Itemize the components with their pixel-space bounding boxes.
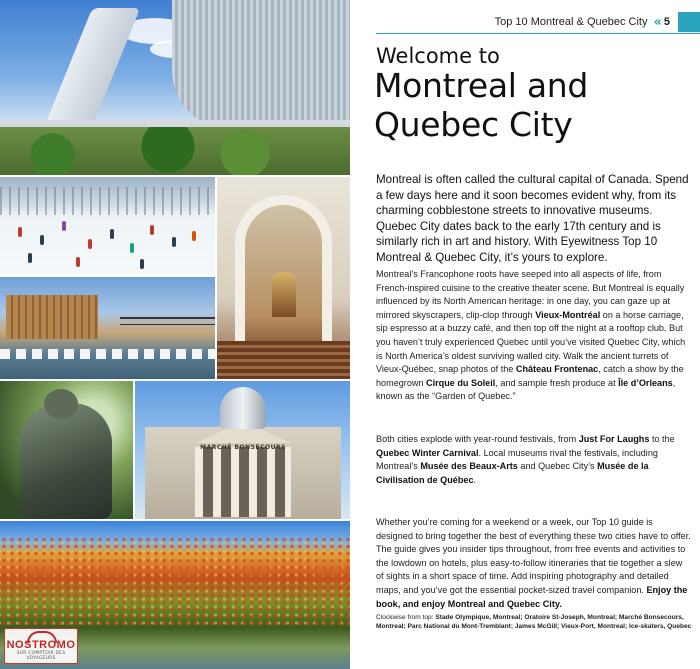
photo-marche-bonsecours bbox=[135, 381, 350, 519]
highlight-just-for-laughs: Just For Laughs bbox=[578, 434, 650, 444]
photo-oratoire-st-joseph bbox=[217, 177, 350, 379]
photo-james-mcgill-statue bbox=[0, 381, 133, 519]
header-rule bbox=[376, 33, 700, 34]
page-tab-marker bbox=[678, 12, 700, 32]
photo-vieux-port bbox=[0, 277, 215, 379]
intro-paragraph: Montreal is often called the cultural capital of Canada. Spend a few days here and it soon becomes evident why, from its charming cobblestone streets to innovative museums. Quebec City dates back to the early 17th century and is similarly rich in art and history. With Eyewitness Top 10 Montreal & Quebec City, it’s yours to explore. bbox=[376, 173, 689, 264]
highlight-chateau-frontenac: Château Frontenac bbox=[515, 364, 599, 375]
text-page bbox=[350, 0, 700, 669]
running-head-title: Top 10 Montreal & Quebec City bbox=[494, 16, 648, 28]
photo-ice-skaters bbox=[0, 177, 215, 275]
photo-stade-olympique bbox=[0, 0, 350, 175]
highlight-musee-beaux-arts: Musée des Beaux-Arts bbox=[420, 461, 518, 472]
caption-photo-list: Stade Olympique, Montreal; Oratoire St-Joseph, Montreal; Marché Bonsecours, Montreal; Parc National du Mont-Tremblant; James McGill; Vieux-Port, Montreal; Ice-skaters, Quebec bbox=[376, 614, 692, 630]
closing-line: Enjoy the book, and enjoy Montreal and Quebec City. bbox=[376, 584, 688, 609]
highlight-vieux-montreal: Vieux-Montréal bbox=[535, 309, 601, 320]
page-number: 5 bbox=[663, 16, 670, 28]
body-paragraph-1: Montreal’s Francophone roots have seeped into all aspects of life, from French-inspired cuisine to the creative theater scene. But Montreal is equally influenced by its North American heritage: in one day, you can gaze up at mirrored skyscrapers, clip-clop through Vieux-Montréal on a horse carriage, sip espresso at a buzzy café, and then top off the night at a rooftop club. But you haven’t truly experienced Quebec until you’ve visited Quebec City, which is North America’s oldest surviving walled city. Walk the ancient turrets of Vieux-Québec, snap photos of the Château Frontenac, catch a show by the homegrown Cirque du Soleil, and sample fresh produce at Île d’Orleans, known as the “Garden of Quebec.” bbox=[376, 269, 686, 402]
page-title: Montreal and Quebec City bbox=[374, 66, 589, 144]
body-paragraph-2: Both cities explode with year-round festivals, from Just For Laughs to the Quebec Winter Carnival. Local museums rival the festivals, including Montreal’s Musée des Beaux-Arts and Quebec City’s Musée de la Civilisation de Québec. bbox=[376, 434, 675, 485]
photo-caption: Clockwise from top: Stade Olympique, Montreal; Oratoire St-Joseph, Montreal; Marché Bonsecours, Montreal; Parc National du Mont-Tremblant; James McGill; Vieux-Port, Montreal; Ice-skaters, Quebec bbox=[376, 614, 692, 630]
logo-tagline: SUR COMPTOIR DES VOYAGEURS bbox=[16, 651, 66, 661]
highlight-cirque-du-soleil: Cirque du Soleil bbox=[426, 377, 496, 388]
highlight-quebec-winter-carnival: Quebec Winter Carnival bbox=[376, 447, 479, 458]
double-chevron-left-icon: « bbox=[653, 14, 659, 30]
nostromo-watermark-logo bbox=[4, 628, 78, 664]
running-head bbox=[495, 12, 700, 32]
welcome-heading: Welcome to bbox=[376, 44, 500, 68]
highlight-ile-dorleans: Île d’Orleans bbox=[618, 377, 673, 388]
body-paragraph-3: Whether you’re coming for a weekend or a week, our Top 10 guide is designed to bring together the best of everything these two cities have to offer. The guide gives you insider tips throughout, from free events and activities to the lowdown on hotels, plus easy-to-follow itineraries that tie together a slew of sights in a short space of time. Add inspiring photography and detailed maps, and you’ve got the essential pocket-sized travel companion. Enjoy the book, and enjoy Montreal and Quebec City. bbox=[376, 517, 691, 609]
logo-name: NOSTROMO bbox=[6, 639, 76, 651]
market-sign-text: MARCHÉ BONSECOURS bbox=[200, 444, 286, 451]
highlight-musee-civilisation: Musée de la Civilisation de Québec bbox=[376, 461, 649, 485]
